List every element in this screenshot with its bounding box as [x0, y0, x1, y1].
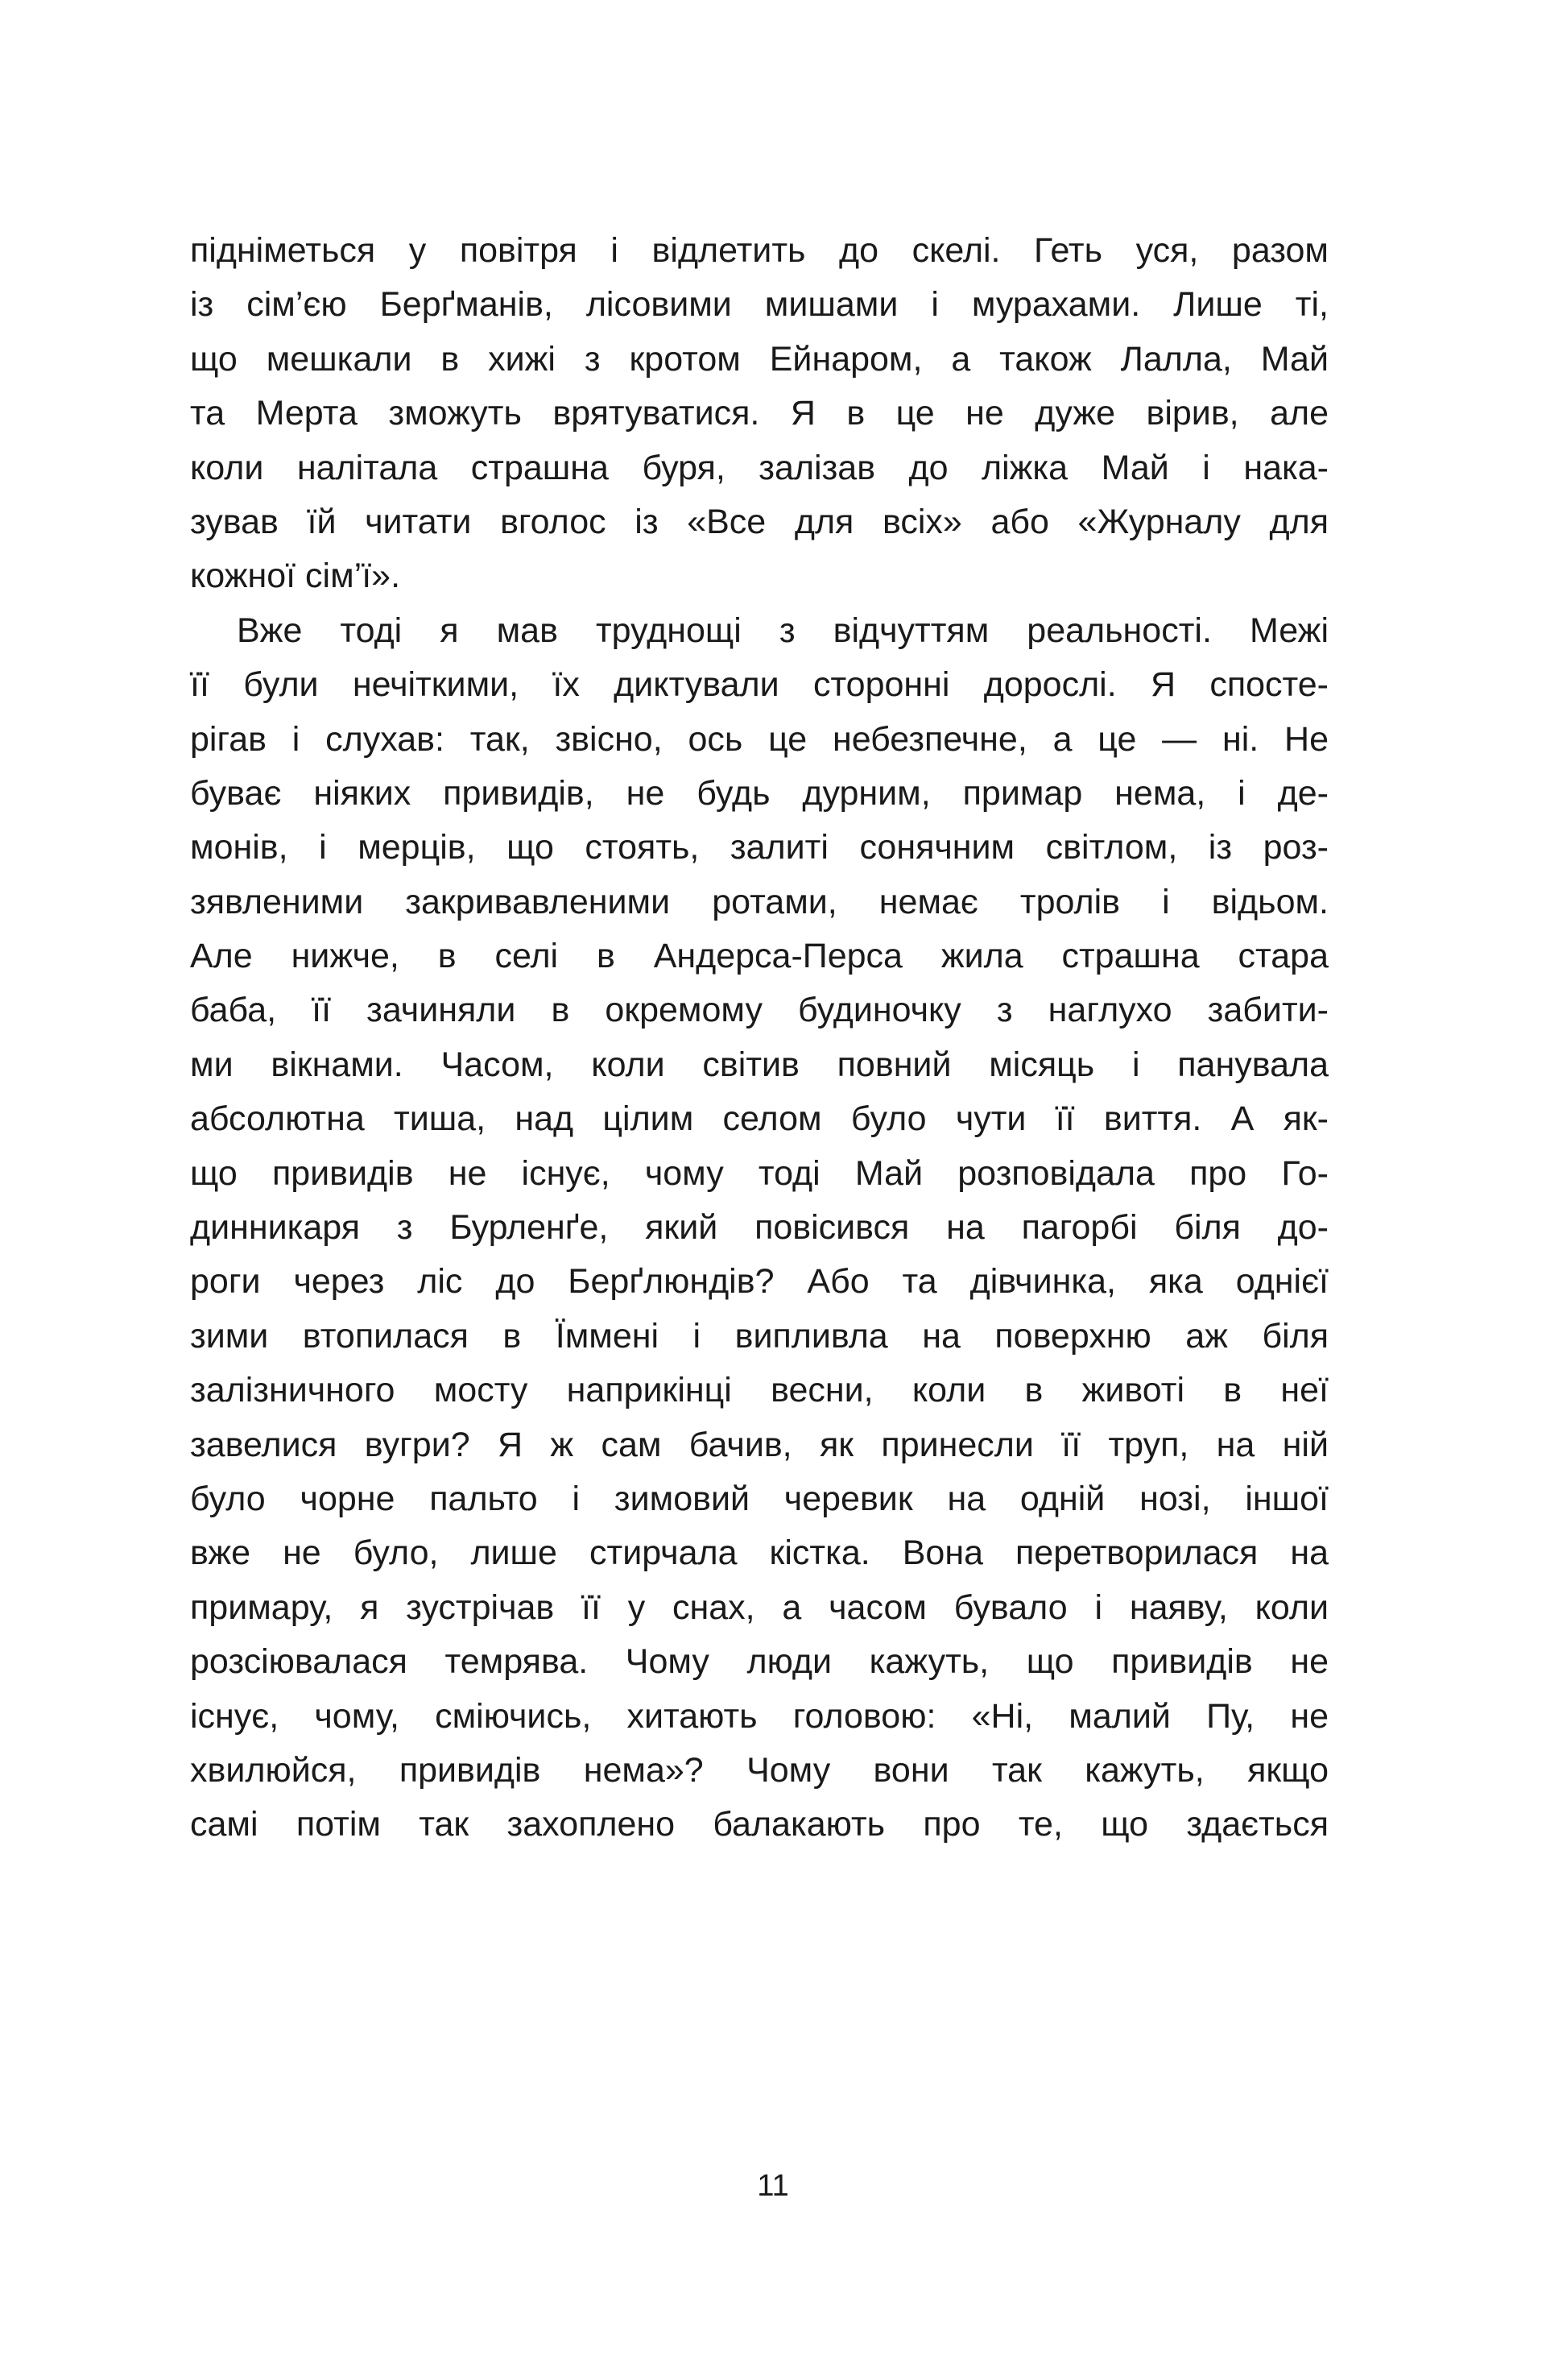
- text-line: зував їй читати вголос із «Все для всіх» або «Журналу для: [190, 502, 1329, 541]
- text-line: баба, її зачиняли в окремому будиночку з наглухо забити-: [190, 991, 1329, 1030]
- text-line: Але нижче, в селі в Андерса-Перса жила страшна стара: [190, 937, 1329, 976]
- text-line: що привидів не існує, чому тоді Май розповідала про Го-: [190, 1153, 1329, 1193]
- text-line: буває ніяких привидів, не будь дурним, примар нема, і де-: [190, 773, 1329, 813]
- text-line: хвилюйся, привидів нема»? Чому вони так кажуть, якщо: [190, 1750, 1329, 1790]
- text-line: підніметься у повітря і відлетить до скелі. Геть уся, разом: [190, 231, 1329, 270]
- text-line: примару, я зустрічав її у снах, а часом бувало і наяву, коли: [190, 1587, 1329, 1627]
- body-text: [190, 224, 1329, 1852]
- text-line: що мешкали в хижі з кротом Ейнаром, а також Лалла, Май: [190, 339, 1329, 379]
- text-line: роги через ліс до Берґлюндів? Або та дівчинка, яка однієї: [190, 1262, 1329, 1302]
- text-line: залізничного мосту наприкінці весни, коли в животі в неї: [190, 1371, 1329, 1410]
- text-line: її були нечіткими, їх диктували сторонні дорослі. Я спосте-: [190, 665, 1329, 705]
- text-line: абсолютна тиша, над цілим селом було чути її виття. А як-: [190, 1099, 1329, 1139]
- page-number: 11: [757, 2169, 789, 2203]
- text-line: та Мерта зможуть врятуватися. Я в це не дуже вірив, але: [190, 394, 1329, 433]
- text-line: зявленими закривавленими ротами, немає тролів і відьом.: [190, 882, 1329, 921]
- text-line: кожної сім’ї».: [190, 557, 401, 596]
- text-line: вже не було, лише стирчала кістка. Вона перетворилася на: [190, 1534, 1329, 1573]
- text-line: монів, і мерців, що стоять, залиті сонячним світлом, із роз-: [190, 828, 1329, 867]
- text-line: завелися вугри? Я ж сам бачив, як принесли її труп, на ній: [190, 1425, 1329, 1464]
- text-line: було чорне пальто і зимовий черевик на одній нозі, іншої: [190, 1479, 1329, 1518]
- text-line: із сім’єю Берґманів, лісовими мишами і мурахами. Лише ті,: [190, 285, 1329, 325]
- text-line: Вже тоді я мав труднощі з відчуттям реальності. Межі: [237, 611, 1329, 650]
- text-line: самі потім так захоплено балакають про те, що здається: [190, 1805, 1329, 1844]
- text-line: існує, чому, сміючись, хитають головою: «Ні, малий Пу, не: [190, 1696, 1329, 1736]
- text-line: динникаря з Бурленґе, який повісився на пагорбі біля до-: [190, 1208, 1329, 1248]
- text-line: коли налітала страшна буря, залізав до ліжка Май і нака-: [190, 448, 1329, 487]
- text-line: рігав і слухав: так, звісно, ось це небезпечне, а це — ні. Не: [190, 719, 1329, 759]
- text-line: розсіювалася темрява. Чому люди кажуть, що привидів не: [190, 1642, 1329, 1682]
- text-line: ми вікнами. Часом, коли світив повний місяць і панувала: [190, 1045, 1329, 1084]
- text-line: зими втопилася в Їммені і випливла на поверхню аж біля: [190, 1316, 1329, 1356]
